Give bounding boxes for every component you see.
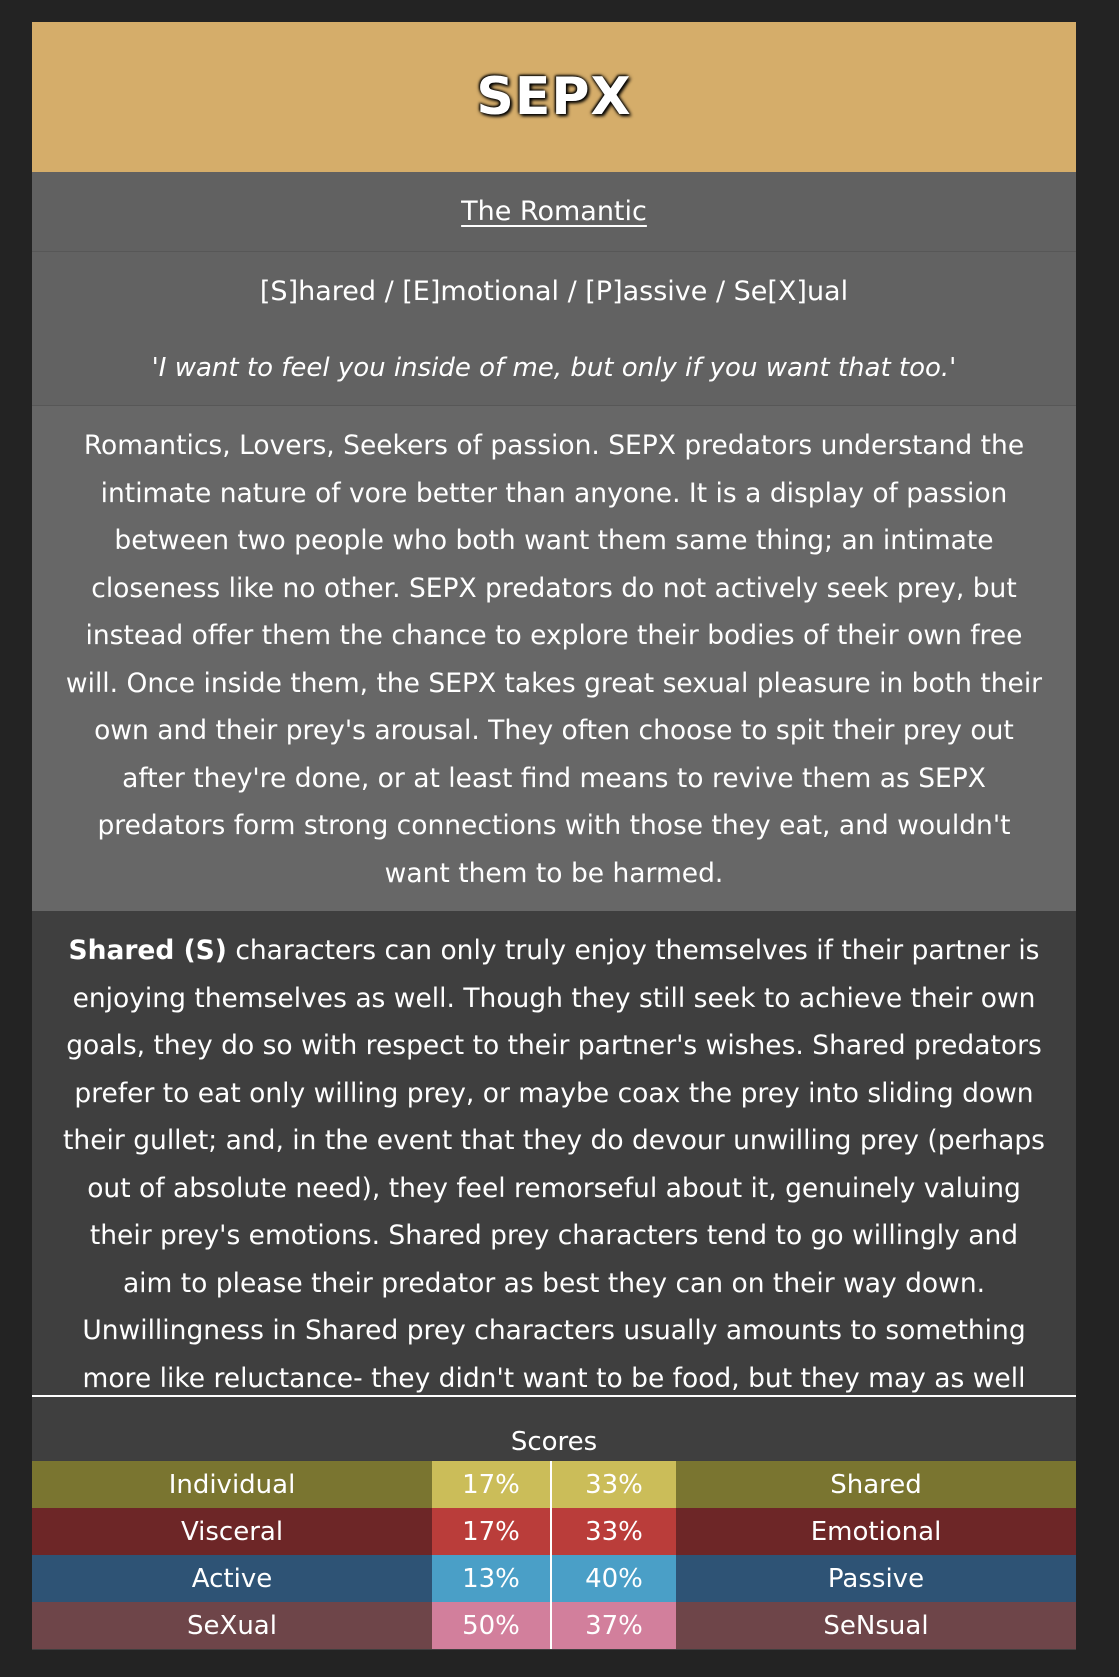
score-left-label: Active <box>32 1555 432 1602</box>
personality-card <box>32 22 1076 1650</box>
letters-section <box>32 252 1076 331</box>
type-quote: 'I want to feel you inside of me, but only if you want that too.' <box>151 353 957 383</box>
trait-label: Shared (S) <box>68 935 227 966</box>
scores-section <box>32 1397 1076 1650</box>
score-right-label: Shared <box>676 1461 1076 1508</box>
score-left-label: Visceral <box>32 1508 432 1555</box>
score-row <box>32 1508 1076 1555</box>
trait-text: characters can only truly enjoy themselves if their partner is enjoying themselves as well. Though they still seek to achieve their own goals, they do so with respect to their partner's wishes. Shared predators prefer to eat only willing prey, or maybe coax the prey into sliding down their gullet; and, in the event that they do devour unwilling prey (perhaps out of absolute need), they feel remorseful about it, genuinely valuing their prey's emotions. Shared prey characters tend to go willingly and aim to please their predator as best they can on their way down. Unwillingness in Shared prey characters usually amounts to something more like reluctance- they didn't want to be food, but they may as well <box>63 935 1045 1394</box>
score-right-percent: 33% <box>552 1508 676 1555</box>
score-left-percent: 17% <box>432 1508 552 1555</box>
description-section <box>32 406 1076 911</box>
score-right-percent: 33% <box>552 1461 676 1508</box>
score-left-percent: 17% <box>432 1461 552 1508</box>
score-right-percent: 37% <box>552 1602 676 1649</box>
score-right-percent: 40% <box>552 1555 676 1602</box>
type-name-link[interactable]: The Romantic <box>461 196 647 227</box>
title-banner <box>32 22 1076 172</box>
score-row <box>32 1461 1076 1508</box>
letters-breakdown: [S]hared / [E]motional / [P]assive / Se[X]ual <box>259 276 849 307</box>
quote-section <box>32 331 1076 406</box>
score-left-label: SeXual <box>32 1602 432 1649</box>
score-row <box>32 1602 1076 1649</box>
scores-title: Scores <box>510 1427 598 1457</box>
type-code-title: SEPX <box>476 67 632 127</box>
score-row <box>32 1555 1076 1602</box>
score-left-label: Individual <box>32 1461 432 1508</box>
type-name-section <box>32 172 1076 252</box>
score-right-label: Emotional <box>676 1508 1076 1555</box>
score-right-label: SeNsual <box>676 1602 1076 1649</box>
score-right-label: Passive <box>676 1555 1076 1602</box>
type-description: Romantics, Lovers, Seekers of passion. SEPX predators understand the intimate nature of vore better than anyone. It is a display of passion between two people who both want them same thing; an intimate closeness like no other. SEPX predators do not actively seek prey, but instead offer them the chance to explore their bodies of their own free will. Once inside them, the SEPX takes great sexual pleasure in both their own and their prey's arousal. They often choose to spit their prey out after they're done, or at least find means to revive them as SEPX predators form strong connections with those they eat, and wouldn't want them to be harmed. <box>65 430 1043 889</box>
score-left-percent: 13% <box>432 1555 552 1602</box>
score-left-percent: 50% <box>432 1602 552 1649</box>
trait-scroll-panel[interactable] <box>32 911 1076 1397</box>
